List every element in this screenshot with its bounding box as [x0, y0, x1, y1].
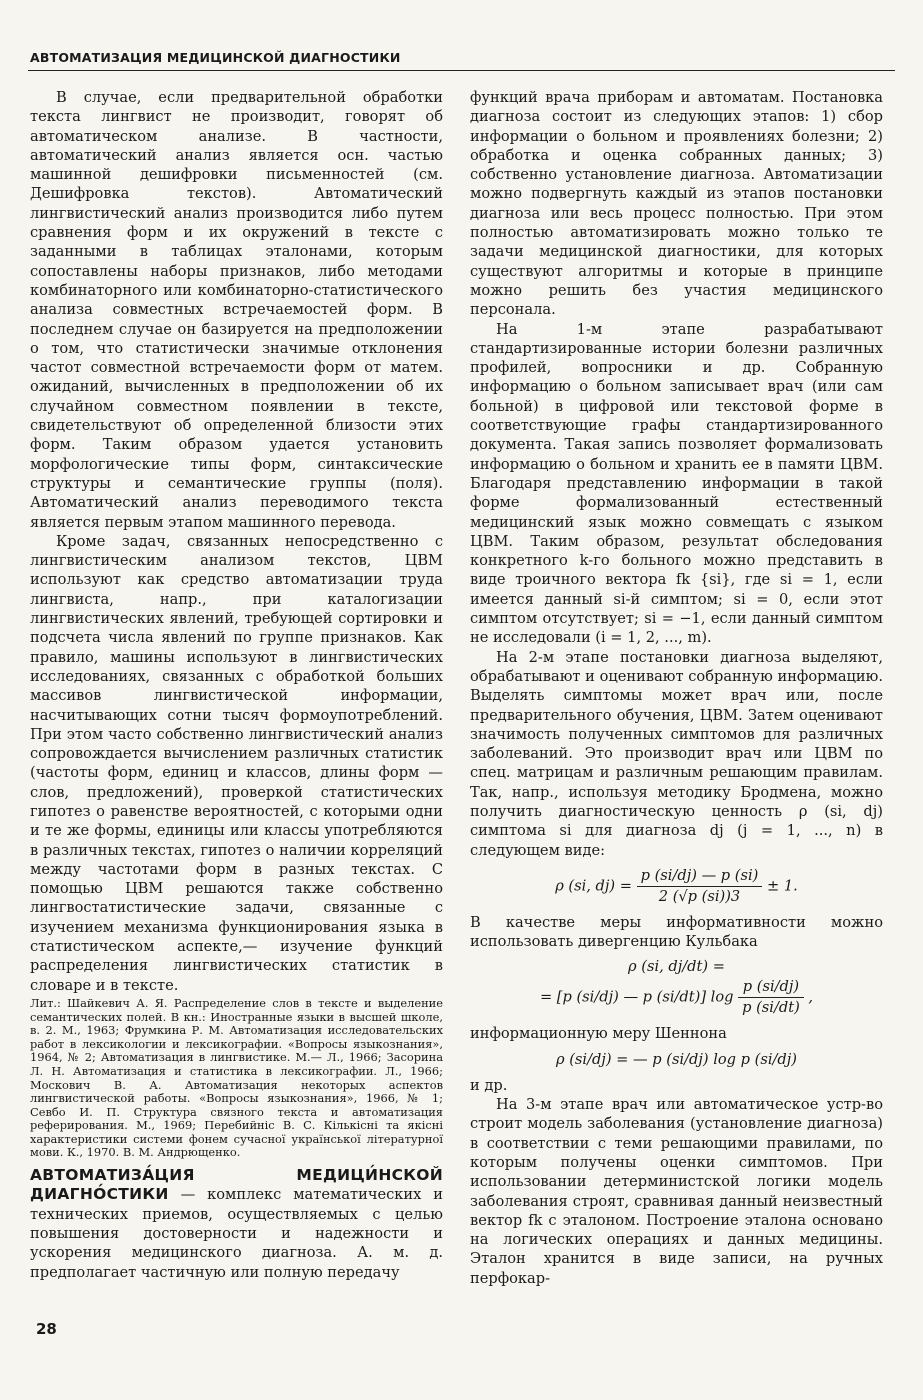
formula-brodman: [470, 866, 883, 907]
formula-numerator: p (si/dj) — p (si): [637, 866, 763, 887]
right-column: [470, 88, 883, 1288]
paragraph: функций врача приборам и автоматам. Постановка диагноза состоит из следующих этапов: 1) сбор информации о больном и проявлениях болезни; 2) обработка и оценка собранных данных; 3) собственно установление диагноза. Автоматизации можно подвергнуть каждый из этапов постановки диагноза или весь процесс полностью. При этом полностью автоматизировать можно только те задачи медицинской диагностики, для которых существуют алгоритмы и которые в принципе можно решить без участия медицинского персонала.: [470, 89, 883, 319]
paragraph: На 1-м этапе разрабатывают стандартизированные истории болезни различных профилей, вопросники и др. Собранную информацию о больном записывает врач (или сам больной) в цифровой или текстовой форме в соответствующие графы стандартизированного документа. Такая запись позволяет формализовать информацию о больном и хранить ее в памяти ЦВМ. Благодаря представлению информации в такой форме формализованный естественный медицинский язык можно совмещать с языком ЦВМ. Таким образом, результат обследования конкретного k-го больного можно представить в виде троичного вектора fk {si}, где si = 1, если имеется данный si-й симптом; si = 0, если этот симптом отсутствует; si = −1, если данный симптом не исследовали (i = 1, 2, ..., m).: [470, 320, 883, 647]
entry-definition: — комплекс математических и технических приемов, осуществляемых с целью повышения достоверности и надежности и ускорения медицинского диагноза. А. м. д. предполагает частичную или полную передачу: [30, 1186, 443, 1281]
paragraph: и др.: [470, 1076, 508, 1094]
paragraph: Кроме задач, связанных непосредственно с лингвистическим анализом текстов, ЦВМ используют как средство автоматизации труда лингвиста, напр., при каталогизации лингвистических явлений, требующей сортировки и подсчета числа явлений по группе признаков. Как правило, машины используют в лингвистических исследованиях, связанных с обработкой больших массивов лингвистической информации, насчитывающих сотни тысяч формоупотреблений. При этом часто собственно лингвистический анализ сопровождается вычислением различных статистик (частоты форм, единиц и классов, длины форм — слов, предложений), проверкой статистических гипотез о равенстве вероятностей, с которыми одни и те же формы, единицы или классы употребляются в различных текстах, гипотез о наличии корреляций между частотами форм в разных текстах. С помощью ЦВМ решаются также собственно лингвостатистические задачи, связанные с изучением механизма функционирования языка в статистическом аспекте,— изучение функций распределения лингвистических статистик в словаре и в тексте.: [30, 532, 443, 994]
formula-tail: ± 1.: [766, 877, 798, 895]
paragraph: информационную меру Шеннона: [470, 1025, 727, 1043]
formula-tail: ,: [808, 988, 814, 1006]
formula-kullback: [470, 957, 883, 1018]
formula-lhs: ρ (si, dj) =: [555, 877, 632, 895]
paragraph: В качестве меры информативности можно использовать дивергенцию Кульбака: [470, 913, 883, 951]
formula-numerator: p (si/dj): [738, 977, 804, 998]
paragraph: На 2-м этапе постановки диагноза выделяют, обрабатывают и оценивают собранную информацию. Выделять симптомы может врач или, после предварительного обучения, ЦВМ. Затем оценивают значимость полученных симптомов для различных заболеваний. Это производит врач или ЦВМ по спец. матрицам и различным решающим правилам. Так, напр., используя методику Бродмена, можно получить диагностическую ценность ρ (si, dj) симптома si для диагноза dj (j = 1, ..., n) в следующем виде:: [470, 648, 883, 859]
formula-line: = [p (si/dj) — p (si/dt)] log: [539, 988, 734, 1006]
formula-shannon: ρ (si/dj) = — p (si/dj) log p (si/dj): [556, 1050, 797, 1068]
entry: [30, 1166, 443, 1282]
left-column: [30, 88, 443, 1282]
paragraph: На 3-м этапе врач или автоматическое устр-во строит модель заболевания (установление диагноза) в соответствии с теми решающими правилами, по которым получены оценки симптомов. При использовании детерминистской логики модель заболевания строят, сравнивая данный неизвестный вектор fk с эталоном. Построение эталона основано на логических операциях и данных медицины. Эталон хранится в виде записи, на ручных перфокар-: [470, 1096, 883, 1287]
formula-fraction: [738, 977, 804, 1018]
page-number: 28: [36, 1320, 57, 1338]
header-rule: [28, 70, 895, 71]
paragraph: В случае, если предварительной обработки текста лингвист не производит, говорят об автоматическом анализе. В частности, автоматический анализ является осн. частью машинной дешифровки письменностей (см. Дешифровка текстов). Автоматический лингвистический анализ производится либо путем сравнения форм и их окружений в тексте с заданными в таблицах эталонами, которым сопоставлены наборы признаков, либо методами комбинаторного или комбинаторно-статистического анализа совместных встречаемостей форм. В последнем случае он базируется на предположении о том, что статистически значимые отклонения частот совместной встречаемости форм от матем. ожиданий, вычисленных в предположении об их случайном совместном появлении в тексте, свидетельствуют об определенной близости этих форм. Таким образом удается установить морфологические типы форм, синтаксические структуры и семантические группы (поля). Автоматический анализ переводимого текста является первым этапом машинного перевода.: [30, 89, 443, 531]
running-head: АВТОМАТИЗАЦИЯ МЕДИЦИНСКОЙ ДИАГНОСТИКИ: [30, 50, 401, 65]
formula-line: ρ (si, dj/dt) =: [628, 958, 725, 976]
formula-denominator: p (si/dt): [742, 999, 800, 1017]
formula-fraction: [637, 866, 763, 907]
references: Лит.: Шайкевич А. Я. Распределение слов в тексте и выделение семантических полей. В кн.: Иностранные языки в высшей школе, в. 2. М., 1963; Фрумкина Р. М. Автоматизация исследовательских работ в лексикологии и лексикографии. «Вопросы языкознания», 1964, № 2; Автоматизация в лингвистике. М.— Л., 1966; Засорина Л. Н. Автоматизация и статистика в лексикографии. Л., 1966; Москович В. А. Автоматизация некоторых аспектов лингвистической работы. «Вопросы языкознания», 1966, № 1; Севбо И. П. Структура связного текста и автоматизация реферирования. М., 1969; Перебийнiс В. С. Кiлькiснi та якiснi характеристики системи фонем сучасної української лiтературної мови. К., 1970. В. М. Андрющенко.: [30, 995, 443, 1160]
entry-headword: АВТОМАТИЗА́ЦИЯ МЕДИЦИ́НСКОЙ ДИАГНО́СТИКИ: [30, 1166, 443, 1204]
formula-denominator: 2 (√p (si))3: [658, 887, 741, 905]
